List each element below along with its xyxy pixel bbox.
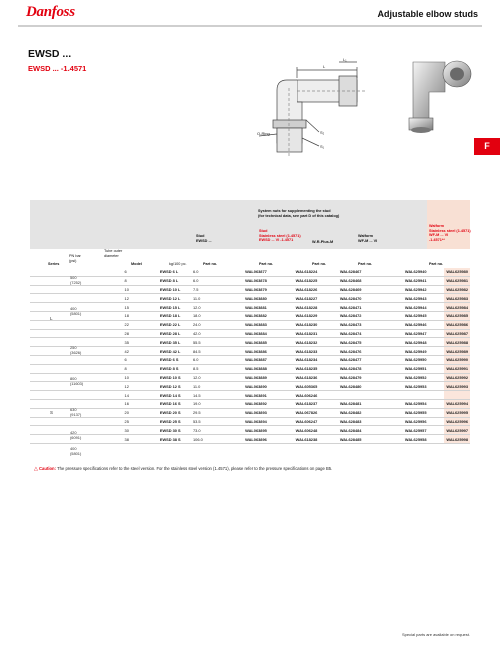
table-row <box>30 268 470 276</box>
pn-group-6: 420 (6091) <box>70 430 82 440</box>
table-row <box>30 435 470 444</box>
stud-part-cell: WAL063892 <box>243 399 294 408</box>
walform-part-cell: WAL625940 <box>403 268 444 276</box>
wr-part-cell: WAL628475 <box>338 338 403 347</box>
tube-od-cell: 15 <box>123 303 158 312</box>
wr-part-cell: WAL628478 <box>338 364 403 373</box>
weight-cell: 29.5 <box>191 408 243 417</box>
pn-spacer <box>97 338 123 347</box>
series-spacer <box>30 268 97 276</box>
table-row <box>30 417 470 426</box>
stud-part-cell: WAL063890 <box>243 382 294 391</box>
series-spacer <box>30 364 97 373</box>
walform-ss-part-cell: WAL625993 <box>446 383 468 389</box>
tube-od-cell: 8 <box>123 364 158 373</box>
wr-part-cell: WAL628482 <box>338 408 403 417</box>
series-spacer <box>30 347 97 356</box>
series-spacer <box>30 276 97 285</box>
stainless-part-cell: WAL618229 <box>294 311 338 320</box>
subhead-partno-4: Part no. <box>358 262 373 266</box>
stud-part-cell: WAL063893 <box>243 408 294 417</box>
weight-cell: 84.5 <box>191 347 243 356</box>
supplement-header-line1: System nuts for supplementing the stud <box>258 209 331 213</box>
tube-od-cell: 10 <box>123 285 158 294</box>
col-header-stainless: Stud Stainless steel (1.4571) EWSD ... VI -1.4571 <box>259 229 301 243</box>
wr-part-cell: WAL628471 <box>338 303 403 312</box>
caution-label: Caution: <box>39 466 57 471</box>
pn-spacer <box>97 294 123 303</box>
weight-cell: 6.0 <box>191 355 243 364</box>
model-cell: EWSD 20 S <box>158 408 191 417</box>
tube-od-cell: 8 <box>123 276 158 285</box>
weight-cell: 106.0 <box>191 435 243 444</box>
wr-part-cell: WAL628483 <box>338 417 403 426</box>
stud-part-cell: WAL063880 <box>243 294 294 303</box>
series-spacer <box>30 373 97 382</box>
col-header-walform-ss: Walform Stainless steel (1.4571) WF-M ... VI -1.4571** <box>429 224 471 242</box>
wr-part-cell: WAL628479 <box>338 373 403 382</box>
series-spacer <box>30 435 97 444</box>
walform-ss-part-cell: WAL625997 <box>446 427 468 433</box>
stud-part-cell: WAL063894 <box>243 417 294 426</box>
model-cell: EWSD 35 L <box>158 338 191 347</box>
table-row <box>30 391 470 400</box>
walform-part-cell: WAL625946 <box>403 320 444 329</box>
model-cell: EWSD 42 L <box>158 347 191 356</box>
walform-part-cell: WAL625955 <box>403 408 444 417</box>
walform-ss-part-cell: WAL625985 <box>446 313 468 319</box>
subhead-tube-od: Tube outer diameter <box>104 249 123 258</box>
supplement-header-line2: (for technical data, see part D of this catalog) <box>258 214 340 218</box>
table-header-band <box>30 200 470 249</box>
pn-spacer <box>97 364 123 373</box>
pn-spacer <box>97 408 123 417</box>
walform-ss-part-cell: WAL625986 <box>446 322 468 328</box>
stainless-part-cell: WAL618230 <box>294 320 338 329</box>
pn-group-1: 500 (7252) <box>70 275 82 285</box>
model-cell: EWSD 8 L <box>158 276 191 285</box>
series-spacer <box>30 417 97 426</box>
subhead-partno-3: Part no. <box>312 262 327 266</box>
walform-part-cell: WAL625947 <box>403 329 444 338</box>
wr-part-cell: WAL628472 <box>338 311 403 320</box>
stud-part-cell: WAL063882 <box>243 311 294 320</box>
walform-ss-part-cell: WAL625992 <box>446 374 468 380</box>
tube-od-cell: 28 <box>123 329 158 338</box>
table-row <box>30 329 470 338</box>
table-row <box>30 426 470 435</box>
walform-part-cell: WAL625957 <box>403 426 444 435</box>
pn-spacer <box>97 311 123 320</box>
stud-part-cell: WAL063888 <box>243 364 294 373</box>
walform-part-cell: WAL625950 <box>403 355 444 364</box>
walform-part-cell: WAL625945 <box>403 311 444 320</box>
tube-od-cell: 10 <box>123 373 158 382</box>
page-header-title: Adjustable elbow studs <box>377 9 478 19</box>
series-label-s: S <box>50 410 54 415</box>
model-cell: EWSD 12 S <box>158 382 191 391</box>
drawing-label-l: L <box>323 64 326 69</box>
weight-cell: 6.0 <box>191 268 243 276</box>
stud-part-cell: WAL063895 <box>243 426 294 435</box>
table-row <box>30 355 470 364</box>
stud-part-cell: WAL063891 <box>243 391 294 400</box>
section-tab-f[interactable]: F <box>474 138 500 155</box>
weight-cell: 12.0 <box>191 303 243 312</box>
caution-text: The pressure specifications refer to the steel version. For the stainless steel version (1.4571), please refer to the pressure specifications on page B5. <box>57 466 333 471</box>
series-spacer <box>30 285 97 294</box>
supplement-header <box>258 209 339 219</box>
wr-part-cell: WAL628470 <box>338 294 403 303</box>
col-header-walform: Walform WF-M ... VI <box>358 234 378 243</box>
model-cell: EWSD 6 S <box>158 355 191 364</box>
series-spacer <box>30 382 97 391</box>
walform-ss-part-cell: WAL625981 <box>446 278 468 284</box>
walform-ss-part-cell: WAL625982 <box>446 286 468 292</box>
wr-part-cell: WAL628469 <box>338 285 403 294</box>
table-row <box>30 311 470 320</box>
weight-cell: 11.0 <box>191 382 243 391</box>
wr-part-cell: WAL628473 <box>338 320 403 329</box>
walform-ss-part-cell: WAL625980 <box>446 269 468 275</box>
walform-part-cell: WAL625949 <box>403 347 444 356</box>
stud-part-cell: WAL063885 <box>243 338 294 347</box>
pn-spacer <box>97 435 123 444</box>
table-row <box>30 382 470 391</box>
elbow-stud-photo <box>393 52 477 136</box>
walform-part-cell: WAL625943 <box>403 294 444 303</box>
drawing-label-s1: S₁ <box>320 144 325 149</box>
walform-ss-part-cell: WAL625995 <box>446 410 468 416</box>
pn-group-5: 630 (9137) <box>70 407 82 417</box>
series-spacer <box>30 329 97 338</box>
stud-part-cell: WAL063896 <box>243 435 294 444</box>
table-row <box>30 347 470 356</box>
subhead-partno-1: Part no. <box>203 262 218 266</box>
walform-part-cell: WAL625953 <box>403 382 444 391</box>
walform-part-cell: WAL625948 <box>403 338 444 347</box>
tube-od-cell: 22 <box>123 320 158 329</box>
weight-cell: 53.5 <box>191 417 243 426</box>
walform-ss-part-cell: WAL625989 <box>446 348 468 354</box>
walform-part-cell: WAL625956 <box>403 417 444 426</box>
series-label-l: L <box>50 316 53 321</box>
stainless-part-cell: WAL618238 <box>294 435 338 444</box>
subhead-model: Model <box>131 262 142 266</box>
drawing-label-oring: O-Ring <box>257 131 270 136</box>
walform-part-cell <box>403 391 444 400</box>
walform-ss-part-cell <box>444 391 470 400</box>
stud-part-cell: WAL063881 <box>243 303 294 312</box>
stainless-part-cell: WAL606247 <box>294 417 338 426</box>
stud-part-cell: WAL063886 <box>243 347 294 356</box>
model-cell: EWSD 16 S <box>158 399 191 408</box>
stainless-part-cell: WAL606246 <box>294 391 338 400</box>
pn-spacer <box>97 268 123 276</box>
walform-ss-part-cell: WAL625994 <box>446 401 468 407</box>
pn-spacer <box>97 303 123 312</box>
weight-cell: 19.0 <box>191 399 243 408</box>
model-cell: EWSD 38 S <box>158 435 191 444</box>
tube-od-cell: 6 <box>123 355 158 364</box>
stainless-part-cell: WAL067826 <box>294 408 338 417</box>
walform-ss-part-cell: WAL625990 <box>446 357 468 363</box>
pn-spacer <box>97 391 123 400</box>
weight-cell: 55.5 <box>191 338 243 347</box>
series-spacer <box>30 408 97 417</box>
table-row <box>30 373 470 382</box>
wr-part-cell: WAL628485 <box>338 435 403 444</box>
pn-group-7: 400 (5801) <box>70 446 82 456</box>
series-spacer <box>30 294 97 303</box>
model-cell: EWSD 30 S <box>158 426 191 435</box>
caution-note <box>34 466 332 472</box>
tube-od-cell: 30 <box>123 426 158 435</box>
weight-cell: 14.5 <box>191 391 243 400</box>
pn-spacer <box>97 417 123 426</box>
drawing-label-s2: S₂ <box>320 130 325 135</box>
product-subtitle: EWSD ... -1.4571 <box>28 64 87 73</box>
model-cell: EWSD 25 S <box>158 417 191 426</box>
walform-ss-part-cell: WAL625996 <box>446 418 468 424</box>
tube-od-cell: 20 <box>123 408 158 417</box>
wr-part-cell: WAL628476 <box>338 347 403 356</box>
walform-part-cell: WAL625958 <box>403 435 444 444</box>
subhead-pn: PN bar (psi) <box>69 254 81 263</box>
wr-part-cell: WAL628481 <box>338 399 403 408</box>
weight-cell: 42.0 <box>191 329 243 338</box>
tube-od-cell: 38 <box>123 435 158 444</box>
wr-part-cell: WAL628474 <box>338 329 403 338</box>
pn-spacer <box>97 399 123 408</box>
warning-triangle-icon: △ <box>34 466 38 472</box>
model-cell: EWSD 18 L <box>158 311 191 320</box>
pn-spacer <box>97 382 123 391</box>
subhead-series: Series <box>48 262 60 266</box>
pn-spacer <box>97 373 123 382</box>
table-row <box>30 320 470 329</box>
model-cell: EWSD 10 L <box>158 285 191 294</box>
pn-spacer <box>97 276 123 285</box>
col-header-wr: W-R-Plus-M <box>312 240 334 244</box>
stud-part-cell: WAL063877 <box>243 268 294 276</box>
pn-spacer <box>97 355 123 364</box>
wr-part-cell <box>338 391 403 400</box>
stainless-part-cell: WAL606248 <box>294 426 338 435</box>
stainless-part-cell: WAL618227 <box>294 294 338 303</box>
table-row <box>30 294 470 303</box>
weight-cell: 7.5 <box>191 285 243 294</box>
walform-ss-part-cell: WAL625998 <box>446 436 468 442</box>
table-row <box>30 364 470 373</box>
subhead-kg: kg/100 pc. <box>169 262 187 266</box>
col-header-stud: Stud EWSD ... <box>196 234 212 243</box>
series-spacer <box>30 303 97 312</box>
weight-cell: 11.0 <box>191 294 243 303</box>
table-row <box>30 303 470 312</box>
danfoss-logo: Danfoss <box>26 4 75 20</box>
tube-od-cell: 35 <box>123 338 158 347</box>
tube-od-cell: 14 <box>123 391 158 400</box>
product-title: EWSD ... <box>28 48 72 60</box>
elbow-stud-drawing <box>257 58 372 170</box>
pn-spacer <box>97 285 123 294</box>
subhead-partno-2: Part no. <box>259 262 274 266</box>
stainless-part-cell: WAL618237 <box>294 399 338 408</box>
weight-cell: 6.0 <box>191 276 243 285</box>
walform-ss-part-cell: WAL625987 <box>446 330 468 336</box>
walform-part-cell: WAL625944 <box>403 303 444 312</box>
series-spacer <box>30 320 97 329</box>
pn-group-2: 400 (5801) <box>70 306 82 316</box>
wr-part-cell: WAL628468 <box>338 276 403 285</box>
walform-part-cell: WAL625952 <box>403 373 444 382</box>
pn-group-3: 250 (3626) <box>70 345 82 355</box>
wr-part-cell: WAL628480 <box>338 382 403 391</box>
table-row <box>30 285 470 294</box>
weight-cell: 24.0 <box>191 320 243 329</box>
model-cell: EWSD 22 L <box>158 320 191 329</box>
subhead-partno-5: Part no. <box>429 262 444 266</box>
stud-part-cell: WAL063883 <box>243 320 294 329</box>
wr-part-cell: WAL628484 <box>338 426 403 435</box>
series-spacer <box>30 355 97 364</box>
stud-part-cell: WAL063884 <box>243 329 294 338</box>
drawing-label-l1: L₁ <box>343 58 347 62</box>
walform-part-cell: WAL625954 <box>403 399 444 408</box>
walform-part-cell: WAL625951 <box>403 364 444 373</box>
model-cell: EWSD 15 L <box>158 303 191 312</box>
tube-od-cell: 6 <box>123 268 158 276</box>
walform-part-cell: WAL625941 <box>403 276 444 285</box>
header-divider <box>18 25 482 27</box>
tube-od-cell: 12 <box>123 382 158 391</box>
model-cell: EWSD 12 L <box>158 294 191 303</box>
stainless-part-cell: WAL605365 <box>294 382 338 391</box>
pn-spacer <box>97 320 123 329</box>
wr-part-cell: WAL628477 <box>338 355 403 364</box>
stud-part-cell: WAL063887 <box>243 355 294 364</box>
tube-od-cell: 25 <box>123 417 158 426</box>
walform-ss-part-cell: WAL625983 <box>446 295 468 301</box>
weight-cell: 8.5 <box>191 364 243 373</box>
tube-od-cell: 12 <box>123 294 158 303</box>
tube-od-cell: 18 <box>123 311 158 320</box>
pn-spacer <box>97 426 123 435</box>
model-cell: EWSD 6 L <box>158 268 191 276</box>
model-cell: EWSD 10 S <box>158 373 191 382</box>
weight-cell: 73.0 <box>191 426 243 435</box>
walform-part-cell: WAL625942 <box>403 285 444 294</box>
footer-note: Special parts are available on request. <box>401 632 470 637</box>
table-row <box>30 399 470 408</box>
walform-ss-part-cell: WAL625988 <box>446 339 468 345</box>
stainless-part-cell: WAL618233 <box>294 347 338 356</box>
pn-group-4: 800 (11603) <box>70 376 84 386</box>
tube-od-cell: 42 <box>123 347 158 356</box>
pn-spacer <box>97 347 123 356</box>
series-spacer <box>30 426 97 435</box>
table-row <box>30 338 470 347</box>
stainless-part-cell: WAL618234 <box>294 355 338 364</box>
table-row <box>30 276 470 285</box>
model-cell: EWSD 14 S <box>158 391 191 400</box>
stainless-part-cell: WAL618236 <box>294 373 338 382</box>
series-spacer <box>30 338 97 347</box>
stainless-part-cell: WAL618224 <box>294 268 338 276</box>
stud-part-cell: WAL063889 <box>243 373 294 382</box>
stainless-part-cell: WAL618232 <box>294 338 338 347</box>
stainless-part-cell: WAL618228 <box>294 303 338 312</box>
stud-part-cell: WAL063879 <box>243 285 294 294</box>
model-cell: EWSD 8 S <box>158 364 191 373</box>
series-spacer <box>30 311 97 320</box>
weight-cell: 12.0 <box>191 373 243 382</box>
stainless-part-cell: WAL618231 <box>294 329 338 338</box>
walform-ss-part-cell: WAL625991 <box>446 366 468 372</box>
walform-ss-part-cell: WAL625984 <box>446 304 468 310</box>
table-row <box>30 408 470 417</box>
stainless-part-cell: WAL618226 <box>294 285 338 294</box>
pn-spacer <box>97 329 123 338</box>
part-number-table <box>30 268 470 444</box>
model-cell: EWSD 28 L <box>158 329 191 338</box>
series-spacer <box>30 391 97 400</box>
stainless-part-cell: WAL618225 <box>294 276 338 285</box>
stainless-part-cell: WAL618235 <box>294 364 338 373</box>
series-spacer <box>30 399 97 408</box>
stud-part-cell: WAL063878 <box>243 276 294 285</box>
tube-od-cell: 16 <box>123 399 158 408</box>
wr-part-cell: WAL628467 <box>338 268 403 276</box>
weight-cell: 18.0 <box>191 311 243 320</box>
